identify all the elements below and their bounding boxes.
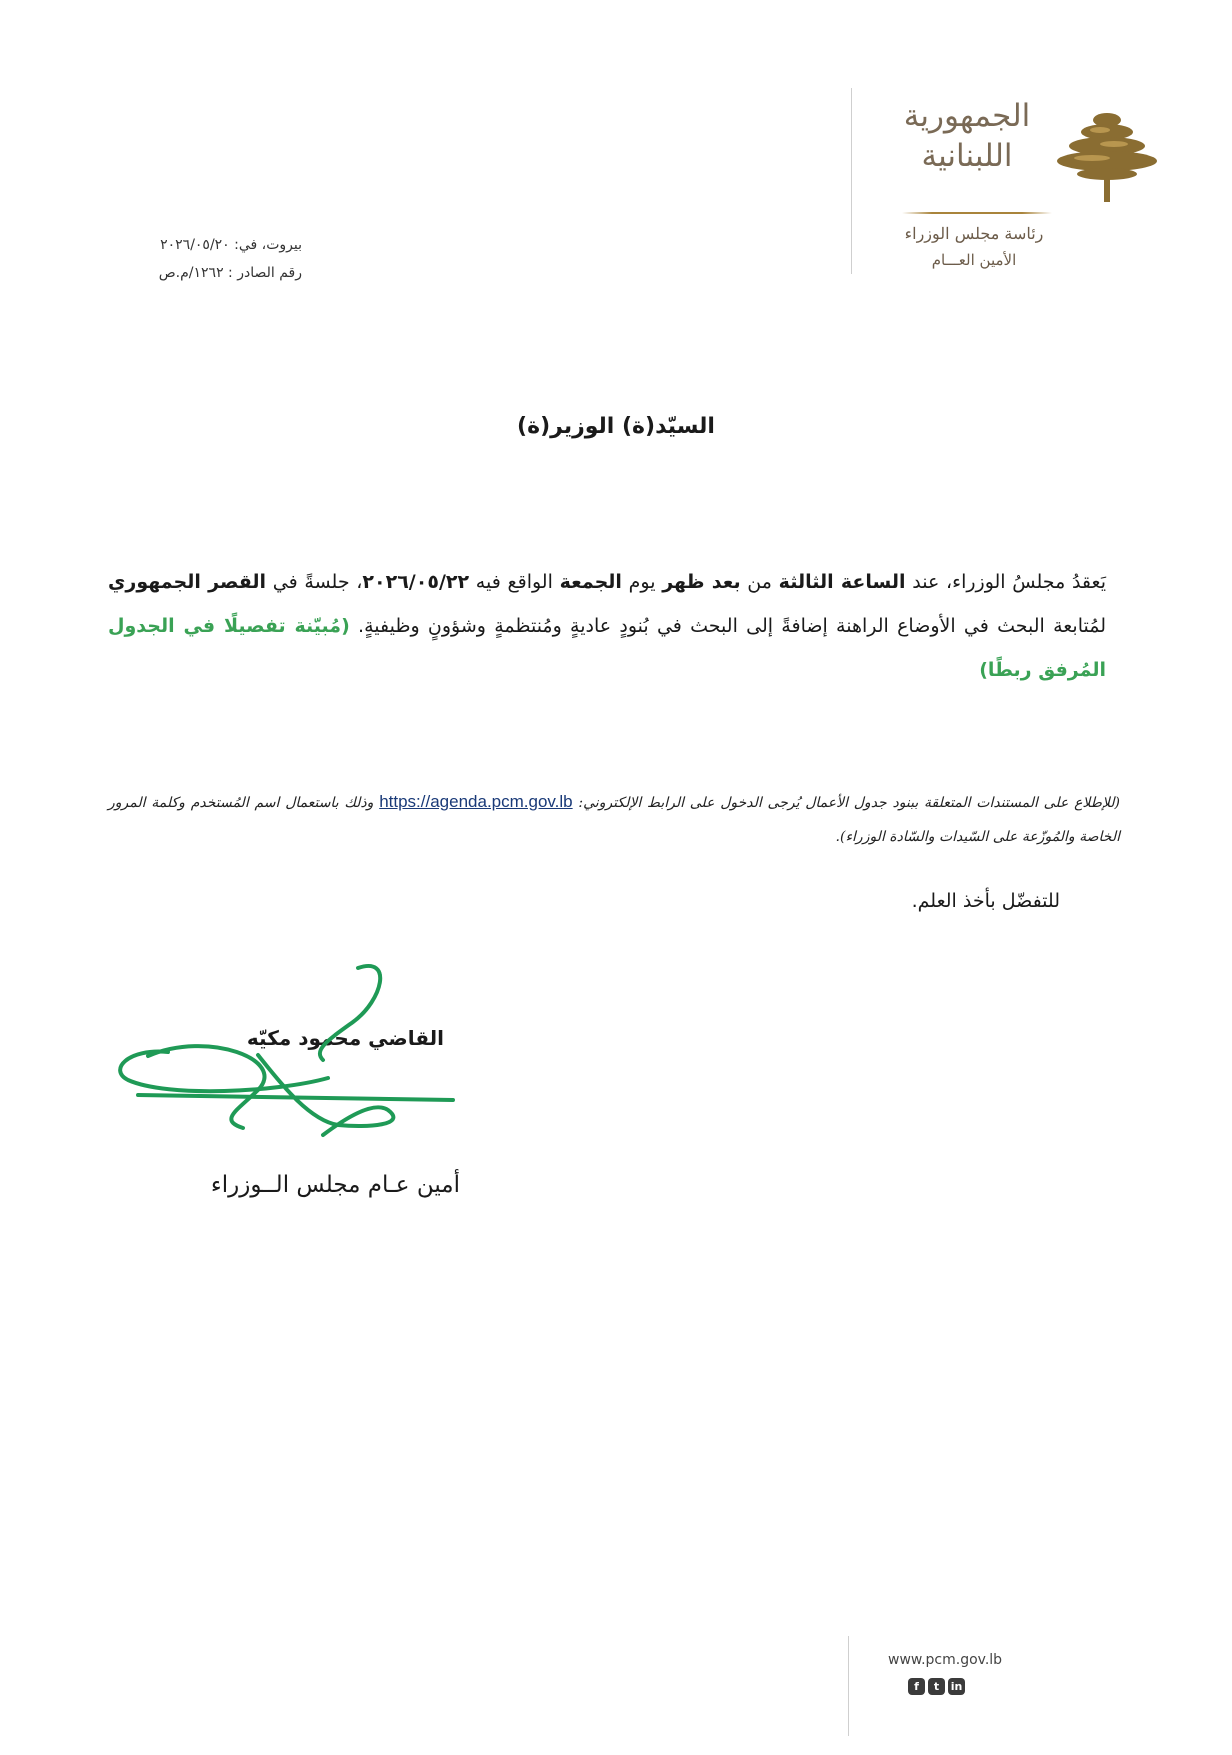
signatory-title: أمين عـام مجلس الــوزراء bbox=[210, 1172, 460, 1198]
handwritten-signature bbox=[108, 960, 468, 1160]
linkedin-icon[interactable]: in bbox=[948, 1678, 965, 1695]
social-icons bbox=[908, 1678, 968, 1698]
body-bold-date: ٢٠٢٦/٠٥/٢٢ bbox=[362, 571, 470, 593]
body-bold-afternoon: بعد ظهر bbox=[662, 571, 741, 593]
body-text-6: لمُتابعة البحث في الأوضاع الراهنة إضافةً إلى البحث في بُنودٍ عاديةٍ ومُنتظمةٍ وشؤونٍ وظيفيةٍ. bbox=[349, 615, 1106, 637]
body-bold-day: الجمعة bbox=[559, 571, 622, 593]
agenda-note bbox=[108, 785, 1120, 854]
body-paragraph bbox=[108, 560, 1106, 692]
body-text-3: يوم bbox=[621, 571, 663, 593]
body-text-4: الواقع فيه bbox=[469, 571, 560, 593]
body-text-5: ، جلسةً في bbox=[266, 571, 363, 593]
place-date: بيروت، في: ٢٠٢٦/٠٥/٢٠ bbox=[160, 237, 302, 253]
body-text-2: من bbox=[740, 571, 779, 593]
addressee: السيّد(ة) الوزير(ة) bbox=[517, 414, 715, 439]
emblem-title-line1: الجمهورية bbox=[903, 98, 1031, 134]
note-text-before: (للإطلاع على المستندات المتعلقة ببنود جدول الأعمال يُرجى الدخول على الرابط الإلكتروني: bbox=[578, 795, 1121, 811]
footer-website[interactable]: www.pcm.gov.lb bbox=[888, 1652, 1003, 1668]
note-text-after: وذلك باستعمال اسم المُستخدم وكلمة المرور الخاصة والمُوزّعة على السّيدات والسّادة الوزراء). bbox=[108, 795, 1120, 845]
closing-line: للتفضّل بأخذ العلم. bbox=[911, 890, 1060, 912]
agenda-link[interactable]: https://agenda.pcm.gov.lb bbox=[379, 792, 573, 811]
body-text-1: يَعقدُ مجلسُ الوزراء، عند bbox=[905, 571, 1106, 593]
reference-number: رقم الصادر : ١٢٦٢/م.ص bbox=[158, 265, 302, 281]
office-subtitle: الأمين العـــام bbox=[931, 251, 1017, 269]
emblem-title-line2: اللبنانية bbox=[921, 138, 1013, 174]
facebook-icon[interactable]: f bbox=[908, 1678, 925, 1695]
twitter-icon[interactable]: t bbox=[928, 1678, 945, 1695]
emblem-block bbox=[802, 96, 1162, 296]
emblem-title bbox=[892, 96, 1042, 176]
letter-meta bbox=[80, 231, 302, 287]
cedar-icon bbox=[1052, 106, 1162, 206]
attachment-note: (مُبيّنة تفصيلًا في الجدول المُرفق ربطًا) bbox=[108, 615, 1106, 681]
body-bold-time: الساعة الثالثة bbox=[778, 571, 906, 593]
emblem-gold-rule bbox=[902, 212, 1052, 214]
footer-divider bbox=[848, 1636, 849, 1736]
body-bold-venue: القصر الجمهوري bbox=[108, 571, 267, 593]
office-name: رئاسة مجلس الوزراء bbox=[904, 224, 1044, 243]
signatory-name: القاضي محمود مكيّه bbox=[246, 1026, 444, 1050]
